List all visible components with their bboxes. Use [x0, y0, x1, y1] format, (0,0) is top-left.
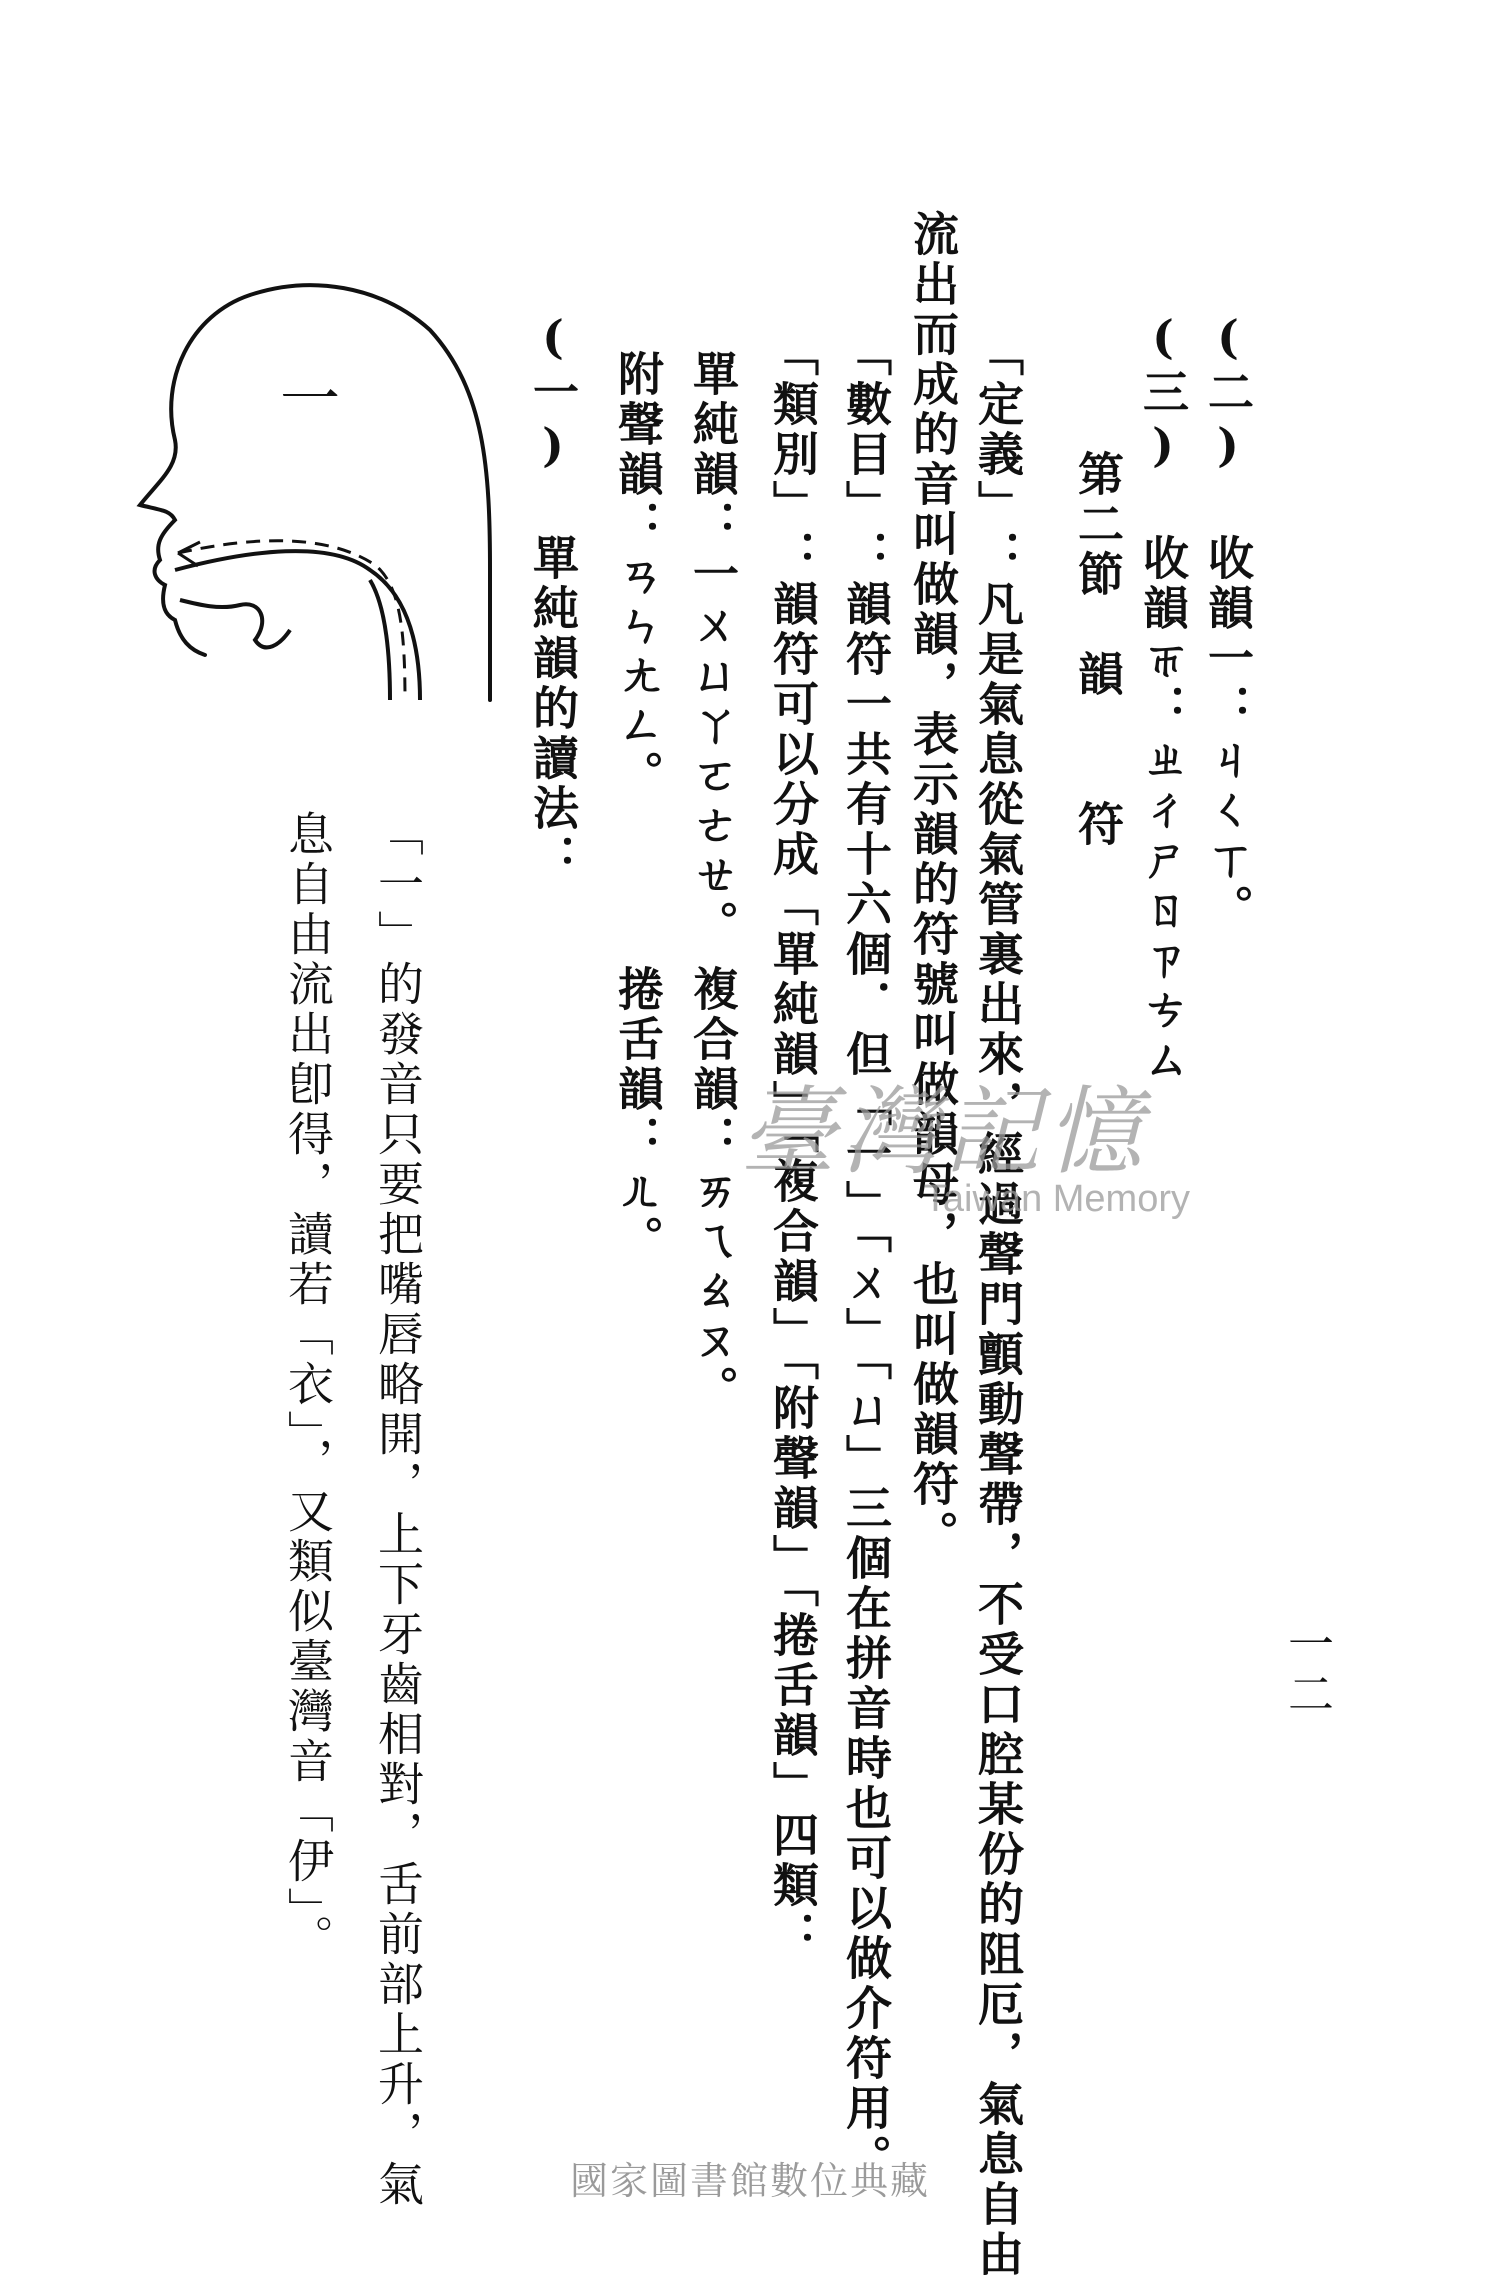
column-pronunciation: 「一」的發音只要把嘴唇略開，上下牙齒相對，舌前部上升，氣 — [371, 810, 425, 2210]
page-number: 一二 — [1281, 1620, 1335, 1720]
footer-credit: 國家圖書館數位典藏 — [569, 2159, 930, 2203]
watermark-english: Taiwan Memory — [923, 1177, 1190, 1220]
column-compound-rhymes: 複合韻：ㄞㄟㄠㄡ。 — [686, 965, 740, 1415]
watermark-chinese: 臺灣記憶 — [740, 1076, 1148, 1188]
diagram-label: 一 — [280, 365, 340, 435]
column-category: 「類別」：韻符可以分成「單純韻」「複合韻」「附聲韻」「捲舌韻」四類： — [766, 330, 820, 1961]
column-retroflex-rhymes: 捲舌韻：ㄦ。 — [611, 965, 665, 1265]
column-simple-rhymes: 單純韻：一ㄨㄩㄚㄛㄜㄝ。 — [686, 350, 740, 950]
watermark-logo — [740, 1076, 1210, 1260]
column-2: (三) 收韻ㄭ：ㄓㄔㄕㄖㄗㄘㄙ — [1136, 310, 1190, 1084]
column-pronunciation-cont: 息自由流出卽得，讀若「衣」，又類似臺灣音「伊」。 — [281, 810, 335, 1964]
head-profile-illustration — [130, 270, 510, 750]
column-number: 「數目」：韻符一共有十六個．但「一」「ㄨ」「ㄩ」三個在拼音時也可以做介符用。 — [839, 330, 893, 2184]
mouth-diagram — [130, 270, 510, 750]
column-1: (二) 收韻一：ㄐㄑㄒ。 — [1201, 310, 1255, 934]
column-definition-cont: 流出而成的音叫做韻，表示韻的符號叫做韻母，也叫做韻符。 — [906, 210, 960, 1560]
column-definition: 「定義」：凡是氣息從氣管裏出來，經過聲門顫動聲帶，不受口腔某份的阻厄，氣息自由 — [971, 330, 1025, 2280]
section-heading: 第二節 韻 符 — [1071, 450, 1125, 850]
column-nasal-rhymes: 附聲韻：ㄢㄣㄤㄥ。 — [611, 350, 665, 800]
subsection-heading: (一) 單純韻的讀法： — [526, 310, 580, 884]
